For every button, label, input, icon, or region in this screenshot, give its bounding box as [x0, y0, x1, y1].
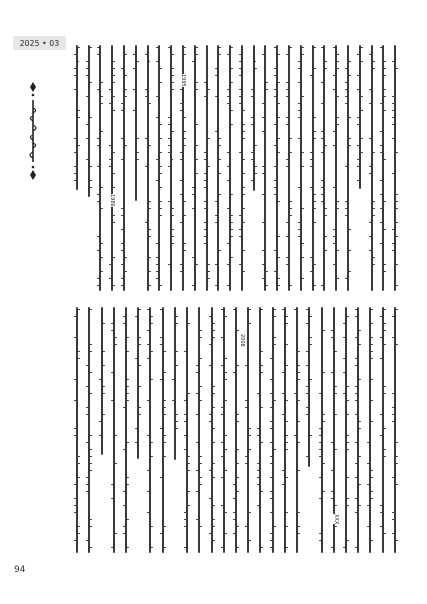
text-column	[241, 45, 243, 291]
text-column	[198, 307, 200, 553]
text-column	[123, 45, 125, 291]
text-column	[235, 307, 237, 553]
text-column	[382, 45, 384, 291]
text-column	[217, 45, 219, 291]
text-column	[174, 307, 176, 460]
text-column	[321, 307, 323, 553]
text-column	[371, 45, 373, 291]
text-column	[125, 307, 127, 553]
text-column	[186, 307, 188, 553]
lower-text-block	[70, 306, 400, 554]
latin-fragment: XXX	[333, 514, 339, 525]
issue-badge: 2025 • 03	[13, 36, 66, 50]
text-column	[345, 307, 347, 553]
text-column	[312, 45, 314, 291]
latin-fragment: 2008	[239, 334, 245, 347]
text-column	[76, 307, 78, 553]
text-column	[223, 307, 225, 553]
text-column	[137, 307, 139, 459]
text-column	[101, 307, 103, 455]
text-column	[259, 307, 261, 553]
text-column	[147, 45, 149, 291]
page-number: 94	[14, 565, 26, 575]
mongolian-script-ornament-icon	[20, 80, 46, 182]
text-column	[335, 45, 337, 291]
article-body	[70, 44, 400, 554]
text-column	[296, 307, 298, 553]
upper-text-block	[70, 44, 400, 292]
text-column	[247, 307, 249, 553]
text-column	[394, 45, 396, 291]
latin-fragment: 1995	[180, 74, 186, 87]
latin-fragment: 1986	[109, 194, 115, 207]
